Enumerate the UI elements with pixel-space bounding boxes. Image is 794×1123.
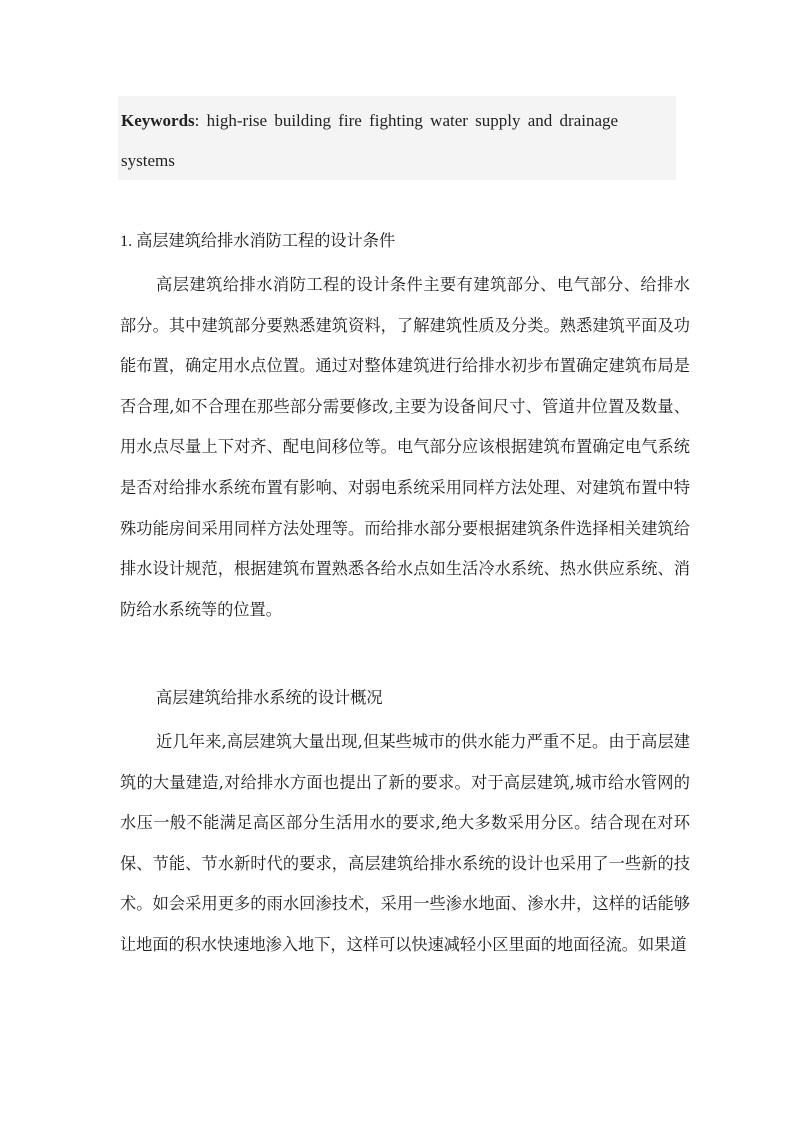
keywords-line [121, 101, 669, 181]
section-1-number: 1. [120, 232, 137, 250]
section-1-paragraph: 高层建筑给排水消防工程的设计条件主要有建筑部分、电气部分、给排水部分。其中建筑部分要熟悉建筑资料，了解建筑性质及分类。熟悉建筑平面及功能布置，确定用水点位置。通过对整体建筑进行给排水初步布置确定建筑布局是否合理,如不合理在那些部分需要修改,主要为设备间尺寸、管道井位置及数量、用水点尽量上下对齐、配电间移位等。电气部分应该根据建筑布置确定电气系统是否对给排水系统布置有影响、对弱电系统采用同样方法处理、对建筑布置中特殊功能房间采用同样方法处理等。而给排水部分要根据建筑条件选择相关建筑给排水设计规范，根据建筑布置熟悉各给水点如生活冷水系统、热水供应系统、消防给水系统等的位置。 [120, 275, 690, 619]
section-1-heading [120, 225, 395, 257]
section-2-heading: 高层建筑给排水系统的设计概况 [156, 688, 383, 707]
keywords-text: : high-rise building fire fighting water supply and drainage systems [121, 111, 619, 170]
section-1-title: 高层建筑给排水消防工程的设计条件 [136, 231, 396, 250]
keywords-label: Keywords [121, 111, 195, 130]
section-2-paragraph: 近几年来,高层建筑大量出现,但某些城市的供水能力严重不足。由于高层建筑的大量建造,对给排水方面也提出了新的要求。对于高层建筑,城市给水管网的水压一般不能满足高区部分生活用水的要求,绝大多数采用分区。结合现在对环保、节能、节水新时代的要求，高层建筑给排水系统的设计也采用了一些新的技术。如会采用更多的雨水回渗技术，采用一些渗水地面、渗水井，这样的话能够让地面的积水快速地渗入地下，这样可以快速减轻小区里面的地面径流。如果道 [120, 732, 690, 954]
